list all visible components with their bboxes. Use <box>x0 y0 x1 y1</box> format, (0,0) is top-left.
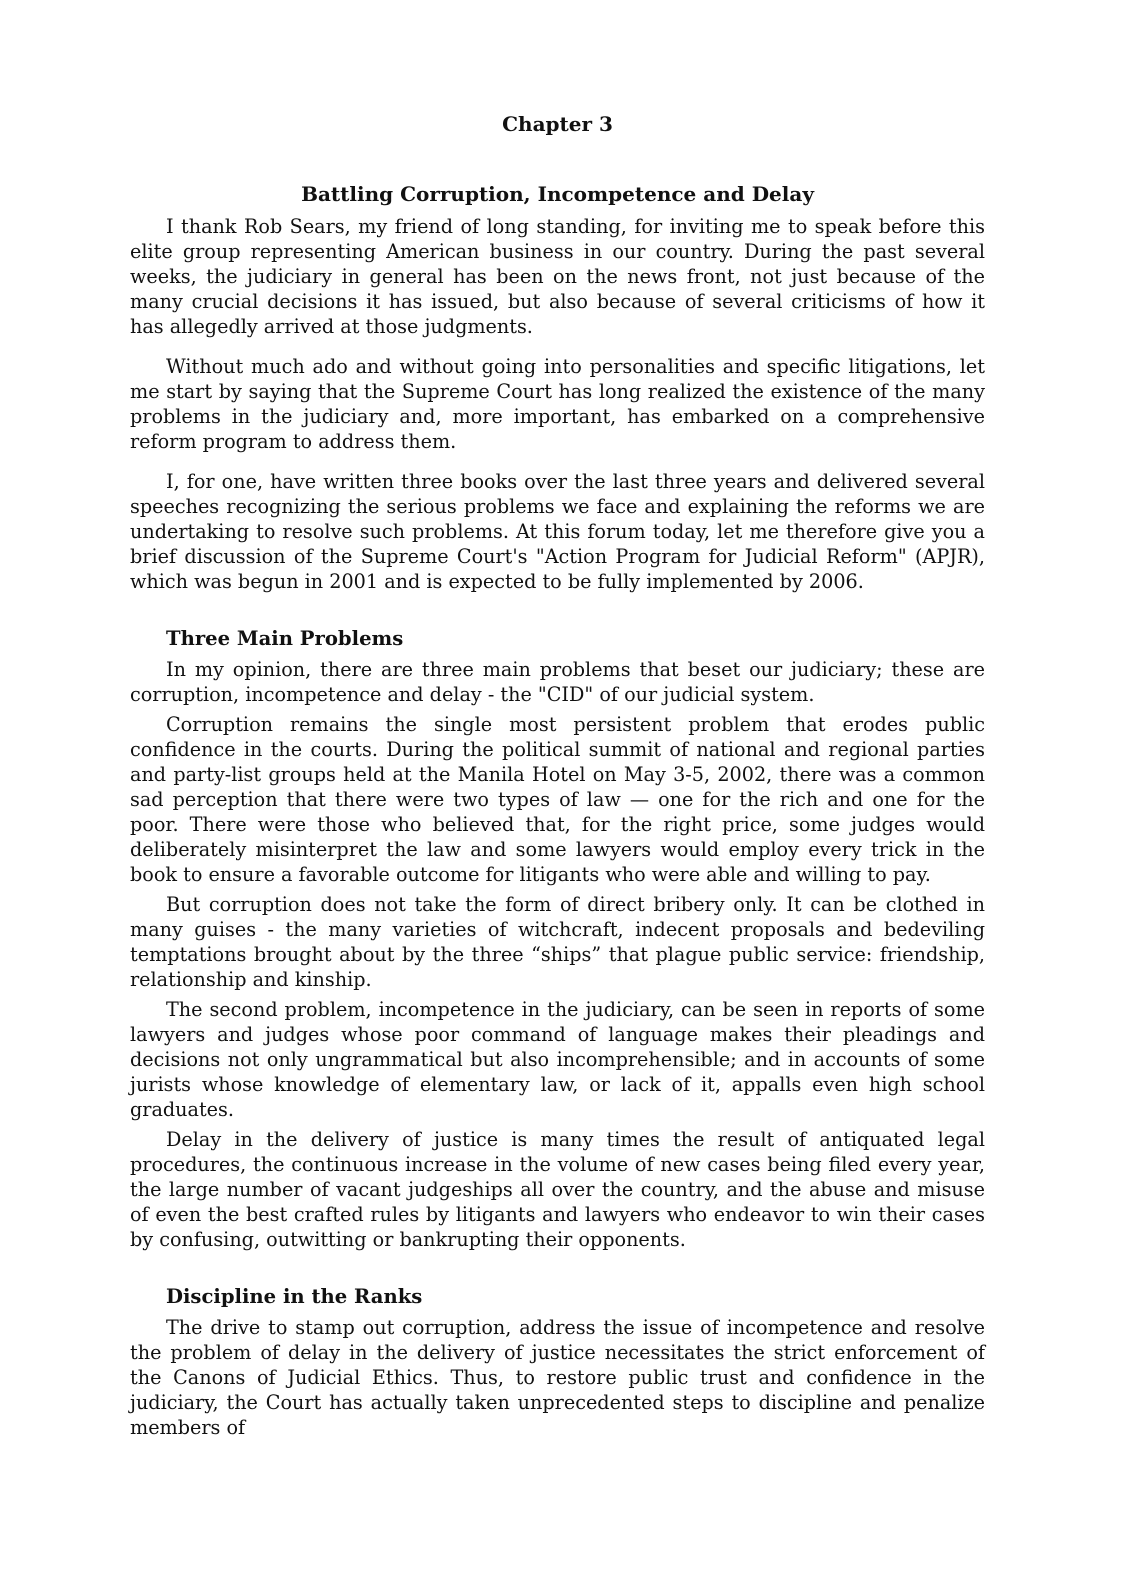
section-discipline-in-the-ranks <box>130 1284 985 1440</box>
section-paragraph: The second problem, incompetence in the judiciary, can be seen in reports of some lawyers and judges whose poor command of language makes their pleadings and decisions not only ungrammatical but also incomprehensible; and in accounts of some jurists whose knowledge of elementary law, or lack of it, appalls even high school graduates. <box>130 998 985 1121</box>
section-paragraph: The drive to stamp out corruption, address the issue of incompetence and resolve the problem of delay in the delivery of justice necessitates the strict enforcement of the Canons of Judicial Ethics. Thus, to restore public trust and confidence in the judiciary, the Court has actually taken unprecedented steps to discipline and penalize members of <box>130 1316 985 1439</box>
chapter-heading: Chapter 3 <box>502 112 613 136</box>
section-paragraph: In my opinion, there are three main problems that beset our judiciary; these are corruption, incompetence and delay - the "CID" of our judicial system. <box>130 658 985 706</box>
intro-section <box>130 214 985 594</box>
section-heading: Three Main Problems <box>166 627 404 650</box>
section-paragraph: Corruption remains the single most persistent problem that erodes public confidence in the courts. During the political summit of national and regional parties and party-list groups held at the Manila Hotel on May 3-5, 2002, there was a common sad perception that there were two types of law — one for the rich and one for the poor. There were those who believed that, for the right price, some judges would deliberately misinterpret the law and some lawyers would employ every trick in the book to ensure a favorable outcome for litigants who were able and willing to pay. <box>130 713 985 886</box>
section-paragraph: But corruption does not take the form of direct bribery only. It can be clothed in many guises - the many varieties of witchcraft, indecent proposals and bedeviling temptations brought about by the three “ships” that plague public service: friendship, relationship and kinship. <box>130 893 985 991</box>
intro-paragraph: Without much ado and without going into personalities and specific litigations, let me start by saying that the Supreme Court has long realized the existence of the many problems in the judiciary and, more important, has embarked on a comprehensive reform program to address them. <box>130 355 985 453</box>
section-paragraph: Delay in the delivery of justice is many times the result of antiquated legal procedures, the continuous increase in the volume of new cases being filed every year, the large number of vacant judgeships all over the country, and the abuse and misuse of even the best crafted rules by litigants and lawyers who endeavor to win their cases by confusing, outwitting or bankrupting their opponents. <box>130 1128 985 1251</box>
section-three-main-problems <box>130 626 985 1252</box>
intro-paragraph: I thank Rob Sears, my friend of long standing, for inviting me to speak before this elite group representing American business in our country. During the past several weeks, the judiciary in general has been on the news front, not just because of the many crucial decisions it has issued, but also because of several criticisms of how it has allegedly arrived at those judgments. <box>130 215 985 338</box>
section-heading: Discipline in the Ranks <box>166 1285 423 1308</box>
chapter-title: Battling Corruption, Incompetence and Delay <box>301 182 814 206</box>
document-page <box>130 112 985 1445</box>
intro-paragraph: I, for one, have written three books over the last three years and delivered several speeches recognizing the serious problems we face and explaining the reforms we are undertaking to resolve such problems. At this forum today, let me therefore give you a brief discussion of the Supreme Court's "Action Program for Judicial Reform" (APJR), which was begun in 2001 and is expected to be fully implemented by 2006. <box>130 470 985 593</box>
